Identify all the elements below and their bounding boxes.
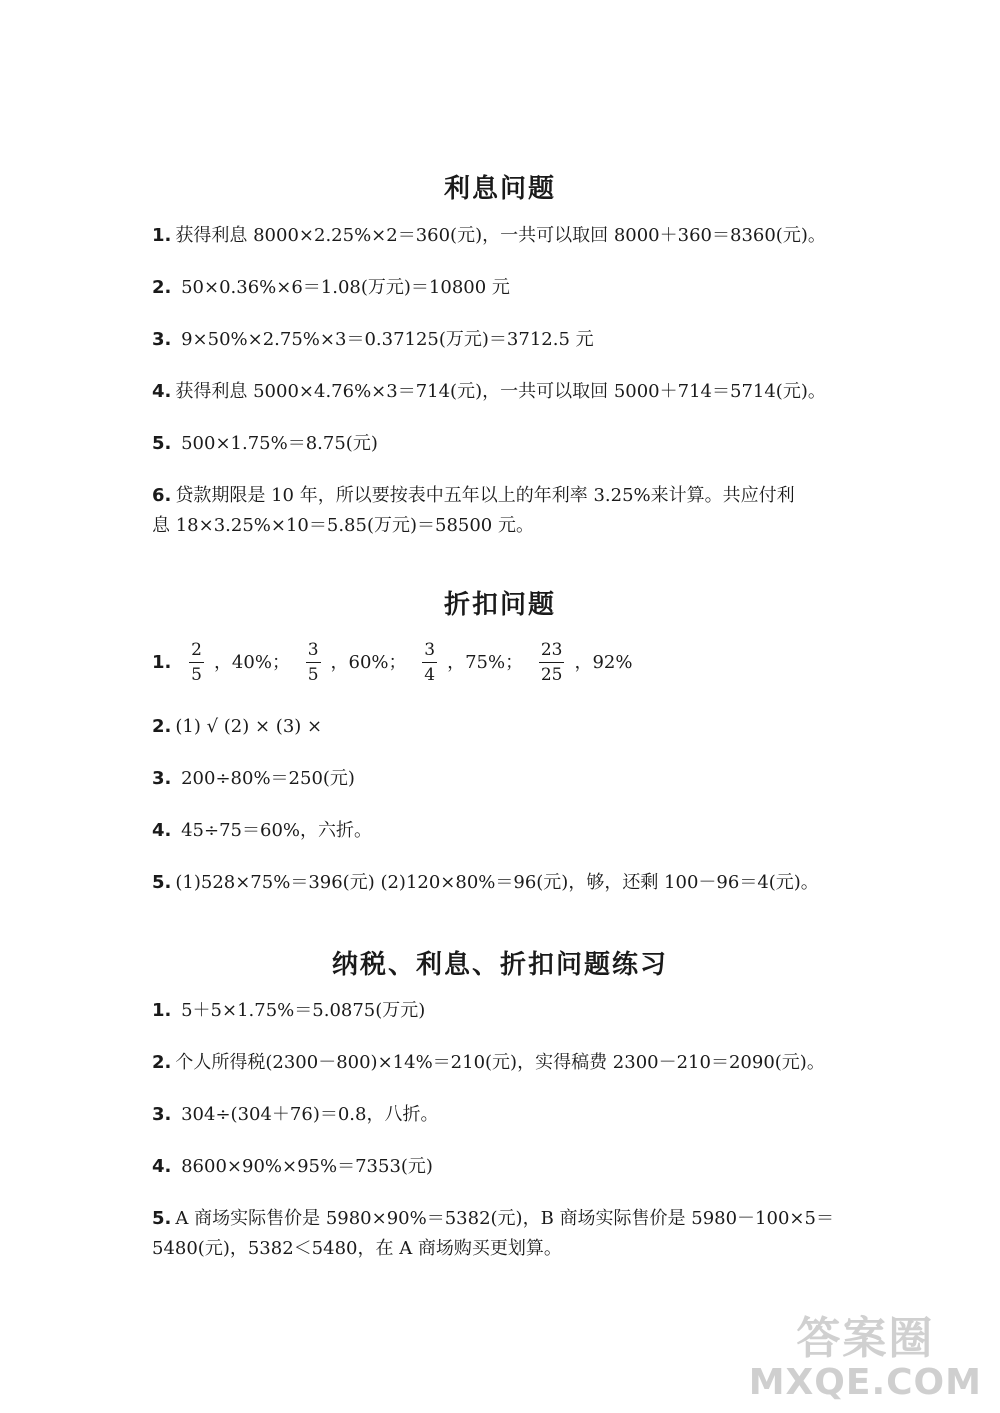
answer-number: 5. bbox=[152, 433, 172, 454]
fraction-3-4 bbox=[422, 640, 437, 685]
fraction-percent: ，75%； bbox=[447, 651, 524, 673]
answer-number: 4. bbox=[152, 1156, 172, 1177]
practice-answer-1 bbox=[152, 996, 425, 1026]
interest-answer-3 bbox=[152, 325, 594, 355]
fraction-denominator: 4 bbox=[424, 665, 436, 685]
practice-answer-5 bbox=[152, 1204, 834, 1264]
answer-text: 获得利息 8000×2.25%×2＝360(元)，一共可以取回 8000＋360＝8360(元)。 bbox=[175, 225, 826, 246]
answer-number: 5. bbox=[152, 872, 172, 893]
answer-number: 4. bbox=[152, 820, 172, 841]
interest-answer-5 bbox=[152, 429, 378, 459]
fraction-percent: ，60%； bbox=[330, 651, 407, 673]
section-title-tax-interest-discount-practice: 纳税、利息、折扣问题练习 bbox=[331, 950, 668, 980]
watermark-text-en: MXQE.COM bbox=[748, 1362, 982, 1403]
fraction-denominator: 25 bbox=[540, 665, 563, 685]
answer-text: 200÷80%＝250(元) bbox=[181, 768, 355, 789]
answer-text: (1)528×75%＝396(元) (2)120×80%＝96(元)，够，还剩 100－96＝4(元)。 bbox=[175, 872, 819, 893]
answer-text: 304÷(304＋76)＝0.8，八折。 bbox=[181, 1104, 439, 1125]
fraction-denominator: 5 bbox=[307, 665, 319, 685]
answer-text-line-2: 5480(元)，5382＜5480，在 A 商场购买更划算。 bbox=[152, 1238, 562, 1259]
answer-number: 5. bbox=[152, 1208, 172, 1229]
discount-answer-3 bbox=[152, 764, 355, 794]
answer-text: 个人所得税(2300－800)×14%＝210(元)，实得稿费 2300－210＝2090(元)。 bbox=[175, 1052, 825, 1073]
answer-number: 6. bbox=[152, 485, 172, 506]
interest-answer-1 bbox=[152, 221, 826, 251]
answer-text: 9×50%×2.75%×3＝0.37125(万元)＝3712.5 元 bbox=[181, 329, 594, 350]
discount-answer-5 bbox=[152, 868, 819, 898]
discount-answer-4 bbox=[152, 816, 372, 846]
fraction-2-5 bbox=[189, 640, 204, 685]
practice-answer-3 bbox=[152, 1100, 438, 1130]
interest-answer-2 bbox=[152, 273, 510, 303]
fraction-percent: ，40%； bbox=[213, 651, 290, 673]
fraction-numerator: 2 bbox=[189, 640, 204, 663]
practice-answer-2 bbox=[152, 1048, 825, 1078]
fraction-numerator: 3 bbox=[306, 640, 321, 663]
answer-text: (1) √ (2) × (3) × bbox=[175, 716, 323, 737]
answer-number: 3. bbox=[152, 1104, 172, 1125]
answer-text-line-2: 息 18×3.25%×10＝5.85(万元)＝58500 元。 bbox=[152, 515, 534, 536]
fraction-denominator: 5 bbox=[191, 665, 202, 685]
interest-answer-4 bbox=[152, 377, 826, 407]
fraction-3-5 bbox=[306, 640, 321, 685]
section-title-interest: 利息问题 bbox=[443, 174, 556, 204]
discount-answer-2 bbox=[152, 712, 322, 742]
answer-text: 8600×90%×95%＝7353(元) bbox=[181, 1156, 433, 1177]
answer-text: 500×1.75%＝8.75(元) bbox=[181, 433, 378, 454]
answer-text-line-1: A 商场实际售价是 5980×90%＝5382(元)，B 商场实际售价是 5980－100×5＝ bbox=[175, 1208, 834, 1229]
discount-answer-1 bbox=[152, 640, 635, 685]
answer-number: 2. bbox=[152, 1052, 172, 1073]
answer-number: 4. bbox=[152, 381, 172, 402]
answer-text-line-1: 贷款期限是 10 年，所以要按表中五年以上的年利率 3.25%来计算。共应付利 bbox=[175, 485, 795, 506]
answer-number: 3. bbox=[152, 768, 172, 789]
answer-number: 3. bbox=[152, 329, 172, 350]
answer-number: 2. bbox=[152, 716, 172, 737]
interest-answer-6 bbox=[152, 481, 795, 541]
fraction-percent: ，92% bbox=[574, 651, 633, 673]
answer-number: 1. bbox=[152, 651, 172, 673]
answer-number: 1. bbox=[152, 225, 172, 246]
fraction-numerator: 3 bbox=[422, 640, 437, 663]
answer-number: 2. bbox=[152, 277, 172, 298]
fraction-numerator: 23 bbox=[539, 640, 565, 663]
answer-text: 45÷75＝60%，六折。 bbox=[181, 820, 373, 841]
answer-text: 5＋5×1.75%＝5.0875(万元) bbox=[181, 1000, 426, 1021]
fraction-23-25 bbox=[539, 640, 565, 685]
watermark-text-cn: 答案圈 bbox=[796, 1313, 935, 1364]
watermark-logo bbox=[749, 1302, 982, 1403]
practice-answer-4 bbox=[152, 1152, 433, 1182]
answer-text: 获得利息 5000×4.76%×3＝714(元)，一共可以取回 5000＋714＝5714(元)。 bbox=[175, 381, 826, 402]
answer-number: 1. bbox=[152, 1000, 172, 1021]
section-title-discount: 折扣问题 bbox=[443, 590, 556, 620]
answer-text: 50×0.36%×6＝1.08(万元)＝10800 元 bbox=[181, 277, 510, 298]
